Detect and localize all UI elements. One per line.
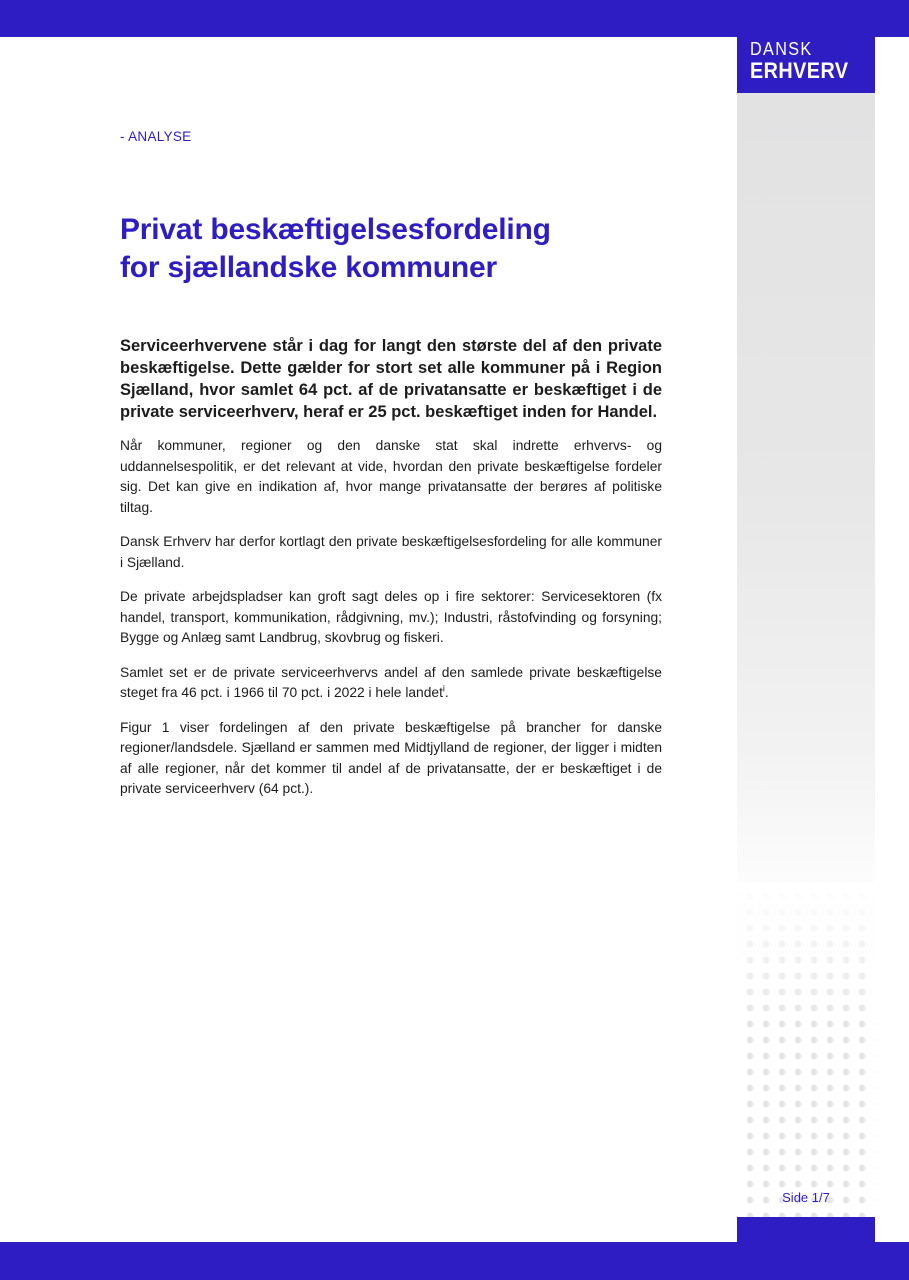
- dot-pattern: [737, 882, 875, 1217]
- lead-paragraph: Serviceerhvervene står i dag for langt den største del af den private beskæftigelse. Dette gælder for stort set alle kommuner på i Region Sjælland, hvor samlet 64 pct. af de privatansatte er beskæftiget i de private serviceerhverv, heraf er 25 pct. beskæftiget inden for Handel.: [120, 337, 662, 421]
- sidebar-gradient: [737, 93, 875, 1217]
- logo-line-erhverv: ERHVERV: [750, 58, 849, 83]
- dansk-erhverv-logo: [737, 0, 875, 93]
- paragraph-text: Når kommuner, regioner og den danske stat skal indrette erhvervs- og uddannelsespolitik, er det relevant at vide, hvordan den private beskæftigelse fordeler sig. Det kan give en indikation af, hvor mange privatansatte der berøres af politiske tiltag.: [120, 438, 662, 515]
- paragraph-text: Dansk Erhverv har derfor kortlagt den private beskæftigelsesfordeling for alle kommuner i Sjælland.: [120, 534, 662, 570]
- body-paragraph: [120, 436, 662, 518]
- paragraph-text: De private arbejdspladser kan groft sagt deles op i fire sektorer: Servicesektoren (fx handel, transport, kommunikation, rådgivning, mv.); Industri, råstofvinding og forsyning; Bygge og Anlæg samt Landbrug, skovbrug og fiskeri.: [120, 589, 662, 645]
- body-paragraph: [120, 718, 662, 800]
- page-title: Privat beskæftigelsesfordeling for sjællandske kommuner: [120, 213, 551, 284]
- page-number: Side 1/7: [782, 1190, 830, 1205]
- paragraph-text: .: [444, 685, 449, 700]
- footer-brand-tab: [737, 1217, 875, 1242]
- body-paragraph: [120, 532, 662, 573]
- analysis-label: - ANALYSE: [120, 129, 192, 144]
- body-paragraph: [120, 587, 662, 649]
- paragraph-text: Samlet set er de private serviceerhvervs andel af den samlede private beskæftigelse steget fra 46 pct. i 1966 til 70 pct. i 2022 i hele landet: [120, 664, 662, 700]
- logo-text: [750, 40, 849, 82]
- bottom-brand-bar: [0, 1242, 909, 1280]
- body-paragraph: [120, 663, 662, 704]
- logo-line-dansk: DANSK: [750, 39, 813, 59]
- article-body: [120, 436, 662, 814]
- paragraph-text: Figur 1 viser fordelingen af den private beskæftigelse på brancher for danske regioner/landsdele. Sjælland er sammen med Midtjylland de regioner, der ligger i midten af alle regioner, når det kommer til andel af de privatansatte, der er beskæftiget i de private serviceerhverv (64 pct.).: [120, 719, 662, 796]
- footnote-marker: i: [442, 683, 445, 694]
